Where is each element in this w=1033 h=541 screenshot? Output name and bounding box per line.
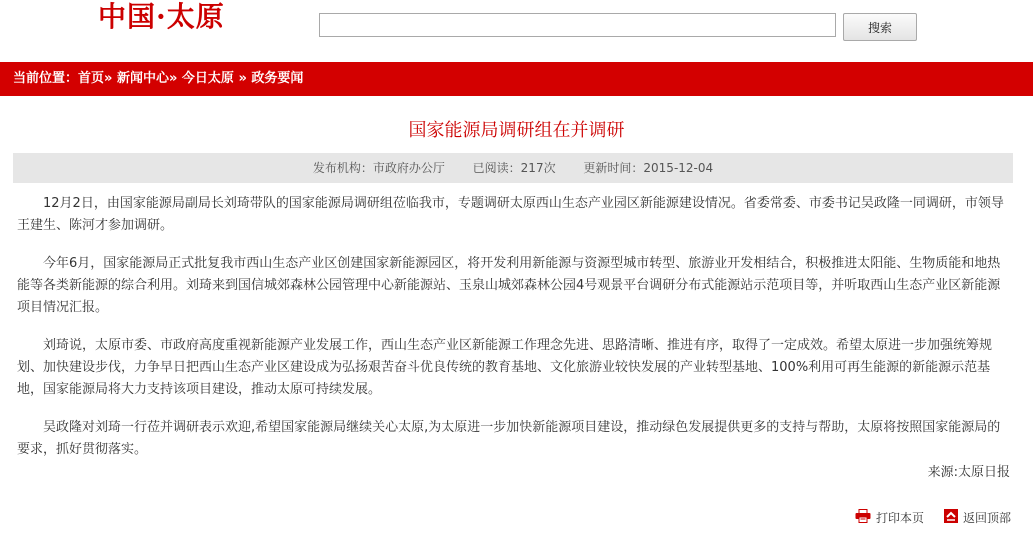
print-page-link[interactable] (855, 508, 924, 528)
meta-publisher: 发布机构：市政府办公厅 (312, 161, 445, 175)
back-to-top-link[interactable] (944, 508, 1011, 528)
site-logo[interactable]: 中国·太原 (98, 0, 225, 33)
article-source: 来源:太原日报 (927, 465, 1010, 480)
breadcrumb-today-taiyuan[interactable]: 今日太原 (181, 71, 234, 86)
search-input[interactable] (319, 13, 836, 37)
meta-updated: 更新时间：2015-12-04 (583, 161, 714, 175)
header (0, 0, 1033, 62)
back-to-top-label: 返回顶部 (963, 511, 1012, 525)
breadcrumb-prefix: 当前位置： (13, 71, 79, 86)
article-body (17, 193, 1009, 477)
article-meta (13, 153, 1013, 183)
article-paragraph: 刘琦说，太原市委、市政府高度重视新能源产业发展工作，西山生态产业区新能源工作理念先进、思路清晰、推进有序，取得了一定成效。希望太原进一步加强统筹规划、加快建设步伐，力争早日把西山生态产业区建设成为弘扬艰苦奋斗优良传统的教育基地、文化旅游业较快发展的产业转型基地、100%利用可再生能源的新能源示范基地，国家能源局将大力支持该项目建设，推动太原可持续发展。 (17, 338, 993, 397)
breadcrumb-news-center[interactable]: 新闻中心 (116, 71, 169, 86)
article-paragraph: 12月2日，由国家能源局副局长刘琦带队的国家能源局调研组莅临我市，专题调研太原西山生态产业园区新能源建设情况。省委常委、市委书记吴政隆一同调研，市领导王建生、陈河才参加调研。 (17, 196, 1004, 233)
breadcrumb (0, 62, 1033, 96)
breadcrumb-separator: » (168, 71, 178, 86)
article-title: 国家能源局调研组在并调研 (408, 120, 625, 141)
article-paragraph: 吴政隆对刘琦一行莅并调研表示欢迎,希望国家能源局继续关心太原,为太原进一步加快新能源项目建设，推动绿色发展提供更多的支持与帮助，太原将按照国家能源局的要求，抓好贯彻落实。 (17, 420, 1001, 457)
breadcrumb-government-news[interactable]: 政务要闻 (251, 71, 304, 86)
search-button[interactable]: 搜索 (843, 13, 917, 41)
article-paragraph: 今年6月，国家能源局正式批复我市西山生态产业区创建国家新能源园区，将开发利用新能源与资源型城市转型、旅游业开发相结合，积极推进太阳能、生物质能和地热能等各类新能源的综合利用。刘琦来到国信城郊森林公园管理中心新能源站、玉泉山城郊森林公园4号观景平台调研分布式能源站示范项目等，并听取西山生态产业区新能源项目情况汇报。 (17, 256, 1001, 315)
breadcrumb-home[interactable]: 首页 (78, 71, 105, 86)
meta-views: 已阅读：217次 (472, 161, 556, 175)
breadcrumb-separator: » (104, 71, 113, 86)
printer-icon (855, 509, 871, 529)
print-label: 打印本页 (876, 511, 925, 525)
back-to-top-icon (944, 509, 958, 529)
breadcrumb-separator: » (238, 71, 247, 86)
